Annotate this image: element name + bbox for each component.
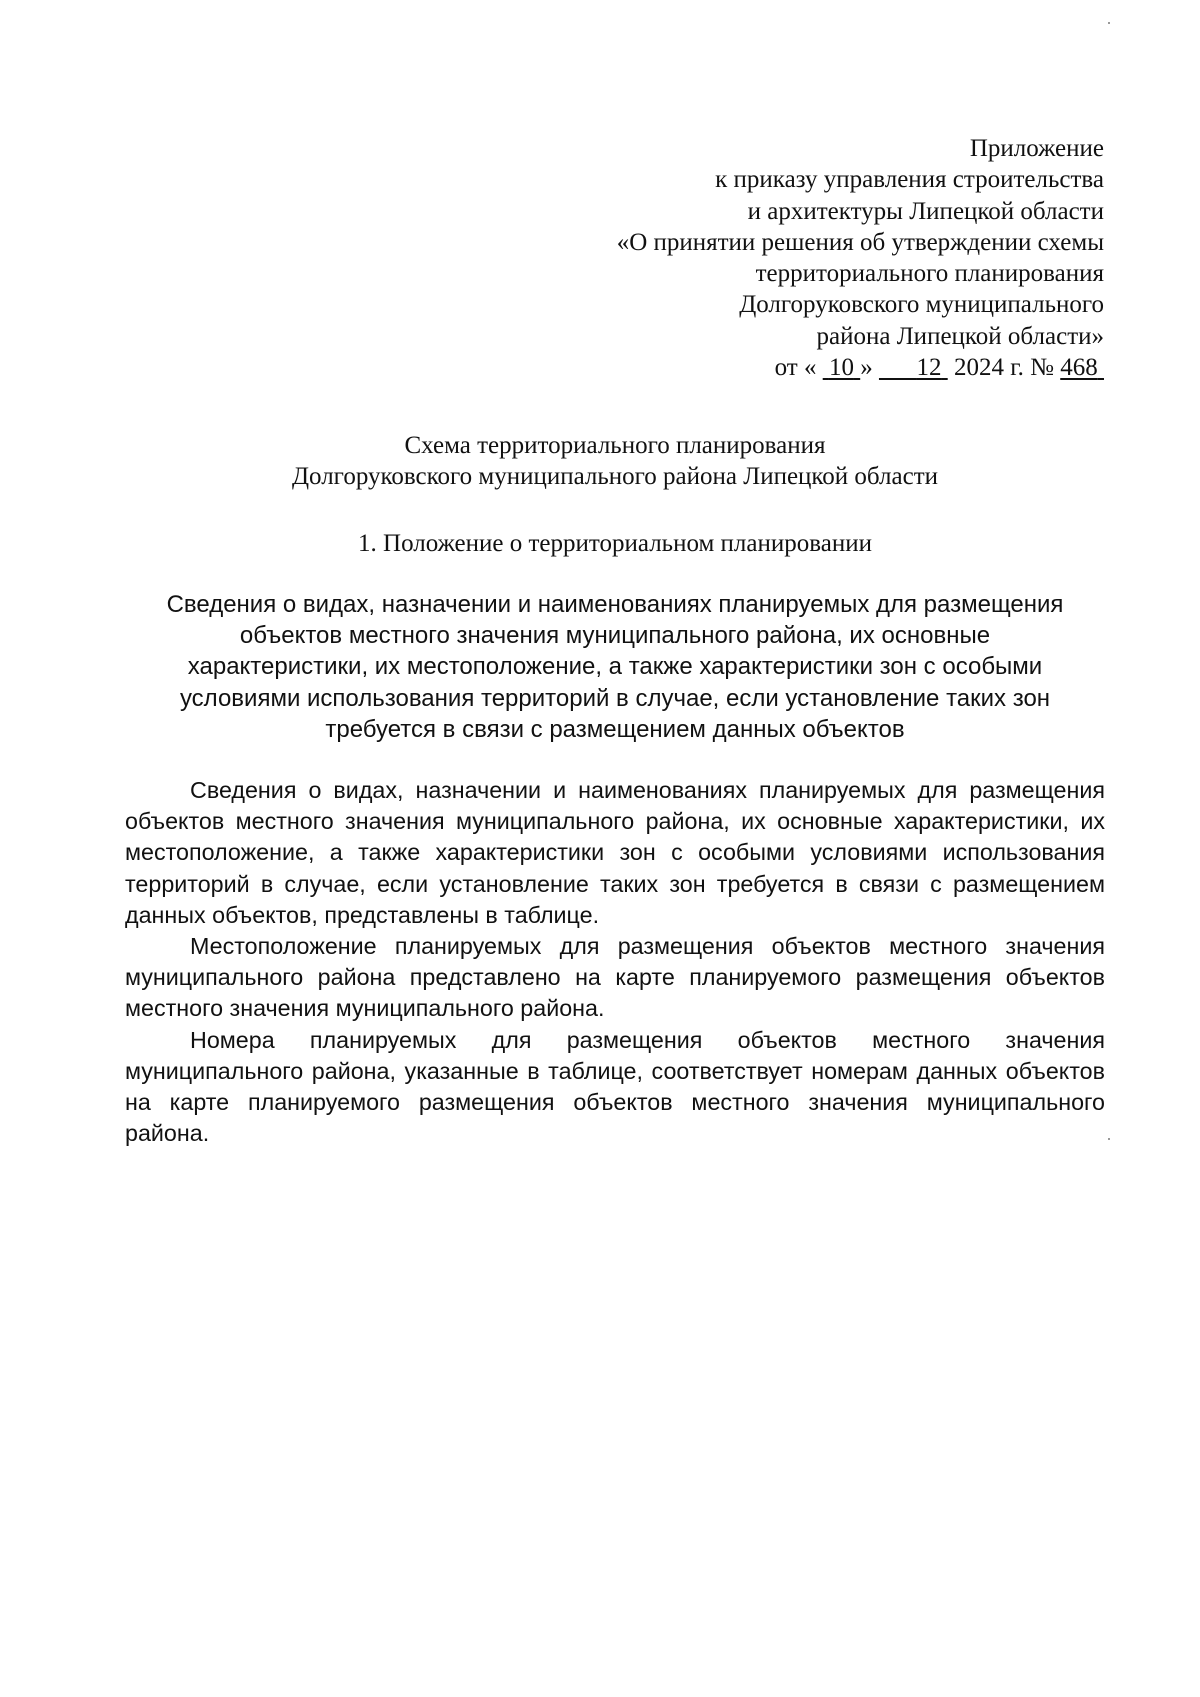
subheading-line: условиями использования территорий в случае, если установление таких зон (179, 684, 1051, 712)
order-year: 2024 г. № (953, 354, 1054, 382)
order-month: 12 (916, 354, 942, 382)
appendix-line: района Липецкой области» (816, 322, 1104, 350)
section-title: 1. Положение о территориальном планировании (358, 530, 872, 557)
document-title (125, 430, 1105, 493)
body-paragraph: Сведения о видах, назначении и наименованиях планируемых для размещения объектов местного значения муниципального района, их основные характеристики, их местоположение, а также характеристики зон с особыми условиями использования территорий в случае, если установление таких зон требуется в связи с размещением данных объектов, представлены в таблице. (125, 777, 1105, 928)
appendix-line: к приказу управления строительства (715, 166, 1104, 194)
appendix-line: Приложение (969, 135, 1104, 162)
title-line: Схема территориального планирования (404, 432, 826, 459)
body-paragraph: Номера планируемых для размещения объектов местного значения муниципального района, указанные в таблице, соответствует номерам данных объектов на карте планируемого размещения объектов местного значения муниципального района. (125, 1026, 1105, 1147)
date-mid: » (860, 354, 873, 382)
subheading-line: объектов местного значения муниципального района, их основные (239, 622, 991, 650)
appendix-line: территориального планирования (755, 260, 1104, 288)
title-line: Долгоруковского муниципального района Липецкой области (291, 463, 939, 491)
appendix-line: «О принятии решения об утверждении схемы (616, 228, 1104, 256)
order-day: 10 (828, 354, 854, 382)
order-number: 468 (1060, 354, 1098, 382)
appendix-header (504, 133, 1104, 383)
subheading-line: Сведения о видах, назначении и наименованиях планируемых для размещения (166, 591, 1064, 618)
subheading-line: характеристики, их местоположение, а также характеристики зон с особыми (187, 653, 1043, 681)
date-prefix: от « (774, 354, 817, 382)
scan-speck (1108, 22, 1110, 24)
scan-speck (1108, 1138, 1110, 1140)
subheading-line: требуется в связи с размещением данных объектов (325, 715, 905, 743)
appendix-line: Долгоруковского муниципального (739, 291, 1104, 319)
section-subheading (125, 589, 1105, 745)
appendix-line: и архитектуры Липецкой области (747, 197, 1104, 225)
body-text (125, 775, 1105, 1149)
body-paragraph: Местоположение планируемых для размещения объектов местного значения муниципального района представлено на карте планируемого размещения объектов местного значения муниципального района. (125, 933, 1105, 1022)
order-date-line (504, 352, 1104, 383)
